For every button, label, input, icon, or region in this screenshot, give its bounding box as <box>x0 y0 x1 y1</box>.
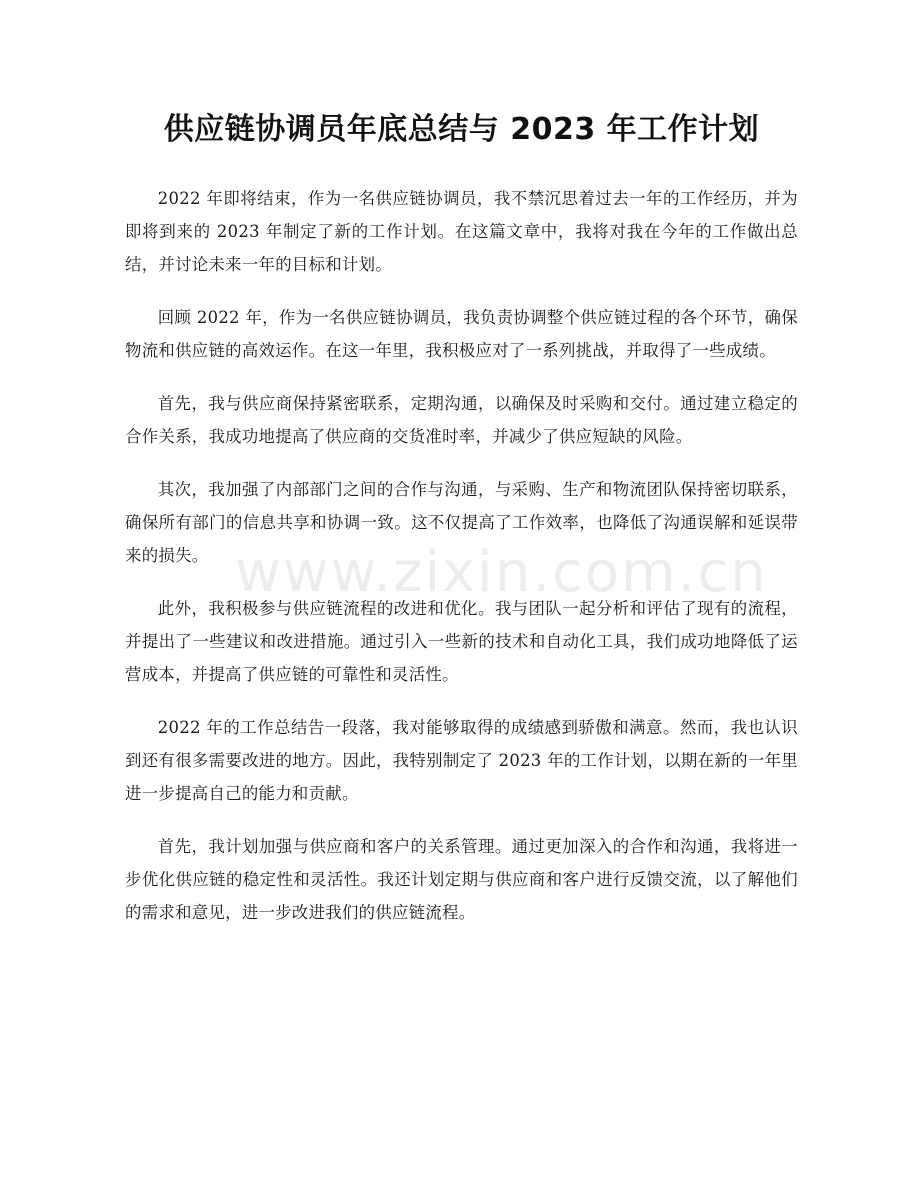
paragraph: 回顾 2022 年，作为一名供应链协调员，我负责协调整个供应链过程的各个环节，确保物流和供应链的高效运作。在这一年里，我积极应对了一系列挑战，并取得了一些成绩。 <box>125 308 798 360</box>
paragraph: 此外，我积极参与供应链流程的改进和优化。我与团队一起分析和评估了现有的流程，并提出了一些建议和改进措施。通过引入一些新的技术和自动化工具，我们成功地降低了运营成本，并提高了供应链的可靠性和灵活性。 <box>125 599 798 684</box>
document-body <box>125 182 798 929</box>
document-title: 供应链协调员年底总结与 2023 年工作计划 <box>163 112 760 147</box>
paragraph: 首先，我与供应商保持紧密联系，定期沟通，以确保及时采购和交付。通过建立稳定的合作关系，我成功地提高了供应商的交货准时率，并减少了供应短缺的风险。 <box>125 394 798 446</box>
paragraph: 其次，我加强了内部部门之间的合作与沟通，与采购、生产和物流团队保持密切联系，确保所有部门的信息共享和协调一致。这不仅提高了工作效率，也降低了沟通误解和延误带来的损失。 <box>125 480 798 565</box>
paragraph: 2022 年的工作总结告一段落，我对能够取得的成绩感到骄傲和满意。然而，我也认识到还有很多需要改进的地方。因此，我特别制定了 2023 年的工作计划，以期在新的一年里进一步提高自己的能力和贡献。 <box>125 718 798 803</box>
paragraph: 2022 年即将结束，作为一名供应链协调员，我不禁沉思着过去一年的工作经历，并为即将到来的 2023 年制定了新的工作计划。在这篇文章中，我将对我在今年的工作做出总结，并讨论未来一年的目标和计划。 <box>125 189 798 274</box>
paragraph: 首先，我计划加强与供应商和客户的关系管理。通过更加深入的合作和沟通，我将进一步优化供应链的稳定性和灵活性。我还计划定期与供应商和客户进行反馈交流，以了解他们的需求和意见，进一步改进我们的供应链流程。 <box>125 837 798 922</box>
watermark: www.zixin.com.cn <box>235 540 768 605</box>
